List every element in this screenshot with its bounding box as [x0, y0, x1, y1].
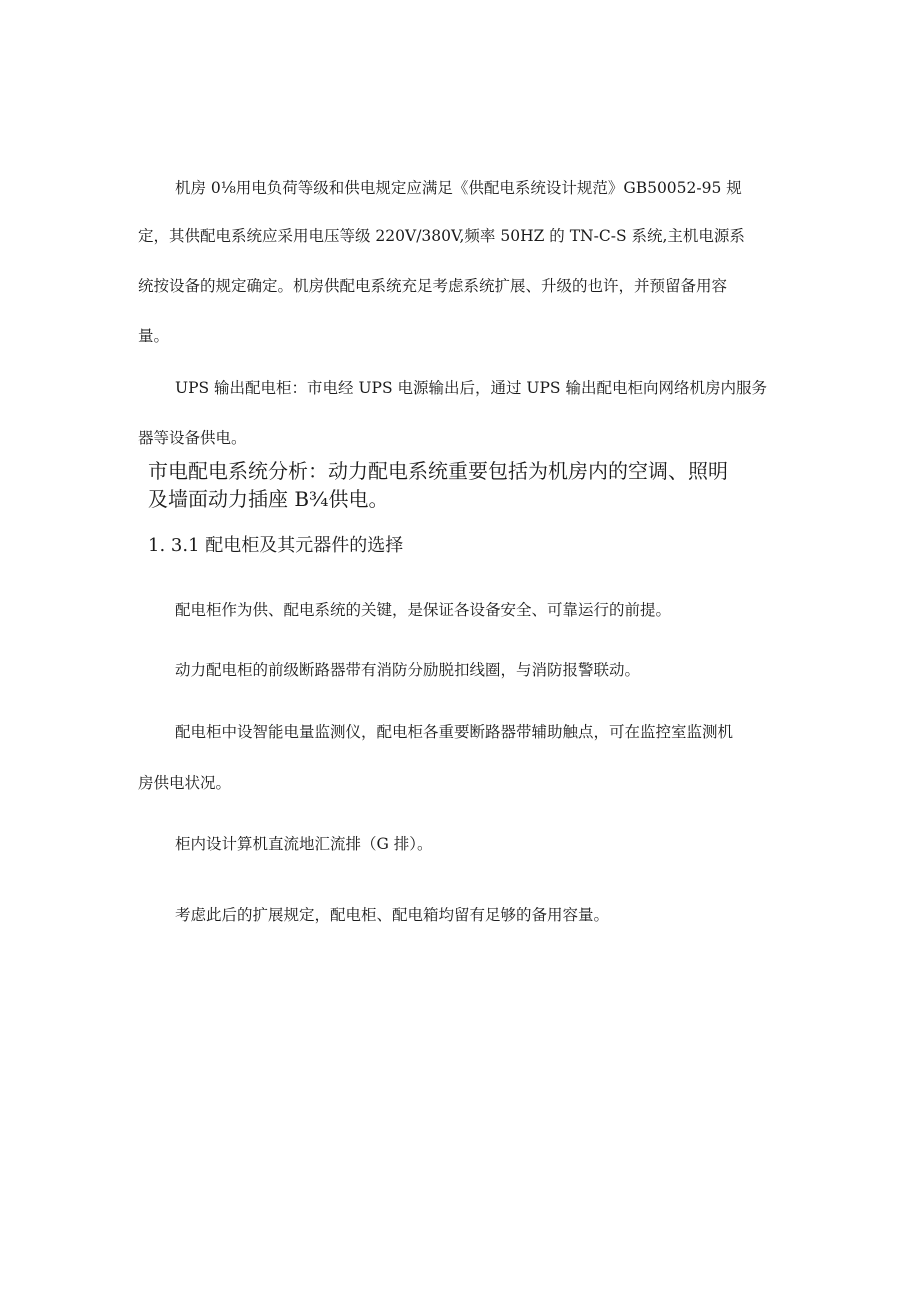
paragraph-ups-line-1: UPS 输出配电柜：市电经 UPS 电源输出后，通过 UPS 输出配电柜向网络机房内服务	[175, 379, 767, 397]
paragraph-mains-analysis-line-1: 市电配电系统分析：动力配电系统重要包括为机房内的空调、照明	[148, 459, 728, 483]
paragraph-mains-analysis-line-2: 及墙面动力插座 B¾供电。	[148, 487, 389, 511]
paragraph-power-load-line-3: 统按设备的规定确定。机房供配电系统充足考虑系统扩展、升级的也许，并预留备用容	[138, 277, 728, 295]
paragraph-monitoring-line-2: 房供电状况。	[138, 774, 232, 792]
paragraph-ups-line-2: 器等设备供电。	[138, 429, 247, 447]
paragraph-grounding-busbar: 柜内设计算机直流地汇流排（G 排）。	[175, 835, 433, 853]
paragraph-power-load-line-1: 机房 0⅛用电负荷等级和供电规定应满足《供配电系统设计规范》GB50052-95 规	[175, 179, 742, 197]
paragraph-spare-capacity: 考虑此后的扩展规定，配电柜、配电箱均留有足够的备用容量。	[175, 906, 610, 924]
paragraph-monitoring-line-1: 配电柜中设智能电量监测仪，配电柜各重要断路器带辅助触点，可在监控室监测机	[175, 723, 734, 741]
paragraph-power-load-line-4: 量。	[138, 327, 170, 345]
paragraph-cabinet-key: 配电柜作为供、配电系统的关键，是保证各设备安全、可靠运行的前提。	[175, 601, 672, 619]
paragraph-power-load-line-2: 定，其供配电系统应采用电压等级 220V/380V,频率 50HZ 的 TN-C-S 系统,主机电源系	[138, 227, 745, 245]
section-heading: 1. 3.1 配电柜及其元器件的选择	[148, 535, 404, 556]
paragraph-breaker-fire-link: 动力配电柜的前级断路器带有消防分励脱扣线圈，与消防报警联动。	[175, 661, 641, 679]
